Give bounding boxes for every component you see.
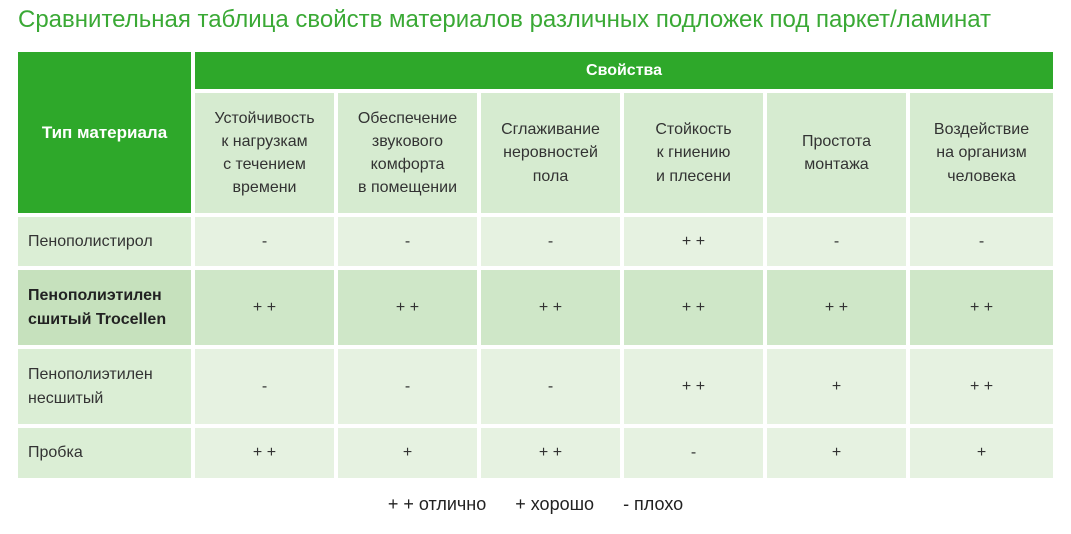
table-cell: + + (481, 428, 620, 478)
column-header: Устойчивость к нагрузкам с течением времени (195, 93, 334, 213)
table-cell: - (195, 349, 334, 424)
page-title: Сравнительная таблица свойств материалов различных подложек под паркет/ламинат (18, 6, 992, 33)
table-cell: - (338, 217, 477, 266)
table-row (18, 217, 1053, 266)
table-cell: + (767, 428, 906, 478)
table-cell: - (767, 217, 906, 266)
row-label: Пенополиэтилен несшитый (18, 349, 191, 424)
table-cell: - (910, 217, 1053, 266)
row-label: Пенополистирол (18, 217, 191, 266)
table-cell: - (624, 428, 763, 478)
table-row (18, 428, 1053, 478)
table-cell: + + (624, 349, 763, 424)
legend-good: + хорошо (515, 494, 595, 514)
column-header: Стойкость к гниению и плесени (624, 93, 763, 213)
table-row (18, 349, 1053, 424)
row-label: Пенополиэтилен сшитый Trocellen (18, 270, 191, 345)
column-header: Простота монтажа (767, 93, 906, 213)
table-cell: - (481, 349, 620, 424)
legend (0, 494, 1071, 515)
table-cell: + + (481, 270, 620, 345)
legend-excellent: + + отлично (387, 494, 487, 514)
table-cell: + + (338, 270, 477, 345)
table-cell: + (338, 428, 477, 478)
material-type-header: Тип материала (18, 52, 191, 213)
properties-header: Свойства (195, 52, 1053, 89)
row-label: Пробка (18, 428, 191, 478)
column-header: Обеспечение звукового комфорта в помещении (338, 93, 477, 213)
table-cell: + + (910, 270, 1053, 345)
column-header: Сглаживание неровностей пола (481, 93, 620, 213)
table-cell: + + (910, 349, 1053, 424)
table-cell: - (195, 217, 334, 266)
table-cell: + (910, 428, 1053, 478)
table-cell: + + (195, 428, 334, 478)
table-cell: + + (767, 270, 906, 345)
legend-bad: - плохо (623, 494, 684, 514)
table-cell: + + (624, 270, 763, 345)
table-cell: + + (624, 217, 763, 266)
comparison-table (14, 48, 1057, 482)
table-cell: + (767, 349, 906, 424)
table-cell: - (481, 217, 620, 266)
column-header: Воздействие на организм человека (910, 93, 1053, 213)
table-cell: - (338, 349, 477, 424)
table-cell: + + (195, 270, 334, 345)
table-row (18, 270, 1053, 345)
